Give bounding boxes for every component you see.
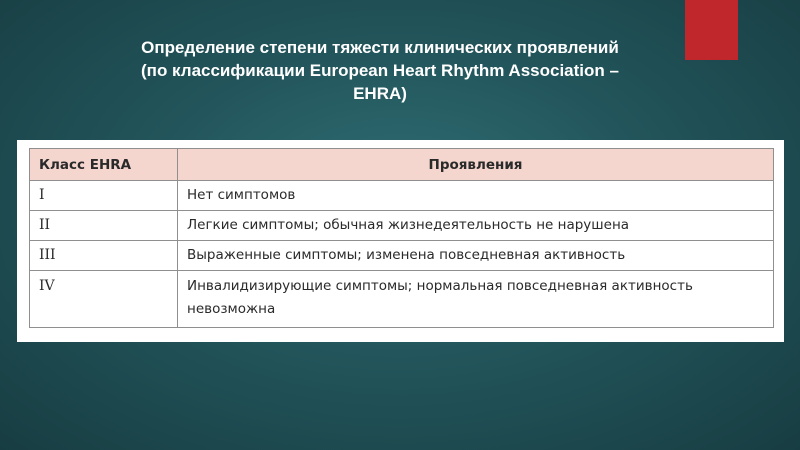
class-cell: III bbox=[30, 241, 178, 271]
header-class: Класс EHRA bbox=[30, 149, 178, 181]
title-line-1: Определение степени тяжести клинических проявлений bbox=[141, 38, 619, 57]
table-row bbox=[30, 181, 774, 211]
table-row bbox=[30, 241, 774, 271]
table-row bbox=[30, 271, 774, 328]
manifestation-cell: Легкие симптомы; обычная жизнедеятельность не нарушена bbox=[178, 211, 774, 241]
class-cell: II bbox=[30, 211, 178, 241]
class-cell: I bbox=[30, 181, 178, 211]
manifestation-cell: Инвалидизирующие симптомы; нормальная повседневная активность невозможна bbox=[178, 271, 774, 328]
header-manifestations: Проявления bbox=[178, 149, 774, 181]
manifestation-cell: Выраженные симптомы; изменена повседневная активность bbox=[178, 241, 774, 271]
title-line-2: (по классификации European Heart Rhythm Association – bbox=[141, 61, 619, 80]
table-row bbox=[30, 211, 774, 241]
table-header-row bbox=[30, 149, 774, 181]
table-card bbox=[17, 140, 784, 342]
slide-title bbox=[40, 36, 720, 105]
manifestation-cell: Нет симптомов bbox=[178, 181, 774, 211]
class-cell: IV bbox=[30, 271, 178, 328]
ehra-table bbox=[29, 148, 774, 328]
title-line-3: EHRA) bbox=[353, 84, 407, 103]
